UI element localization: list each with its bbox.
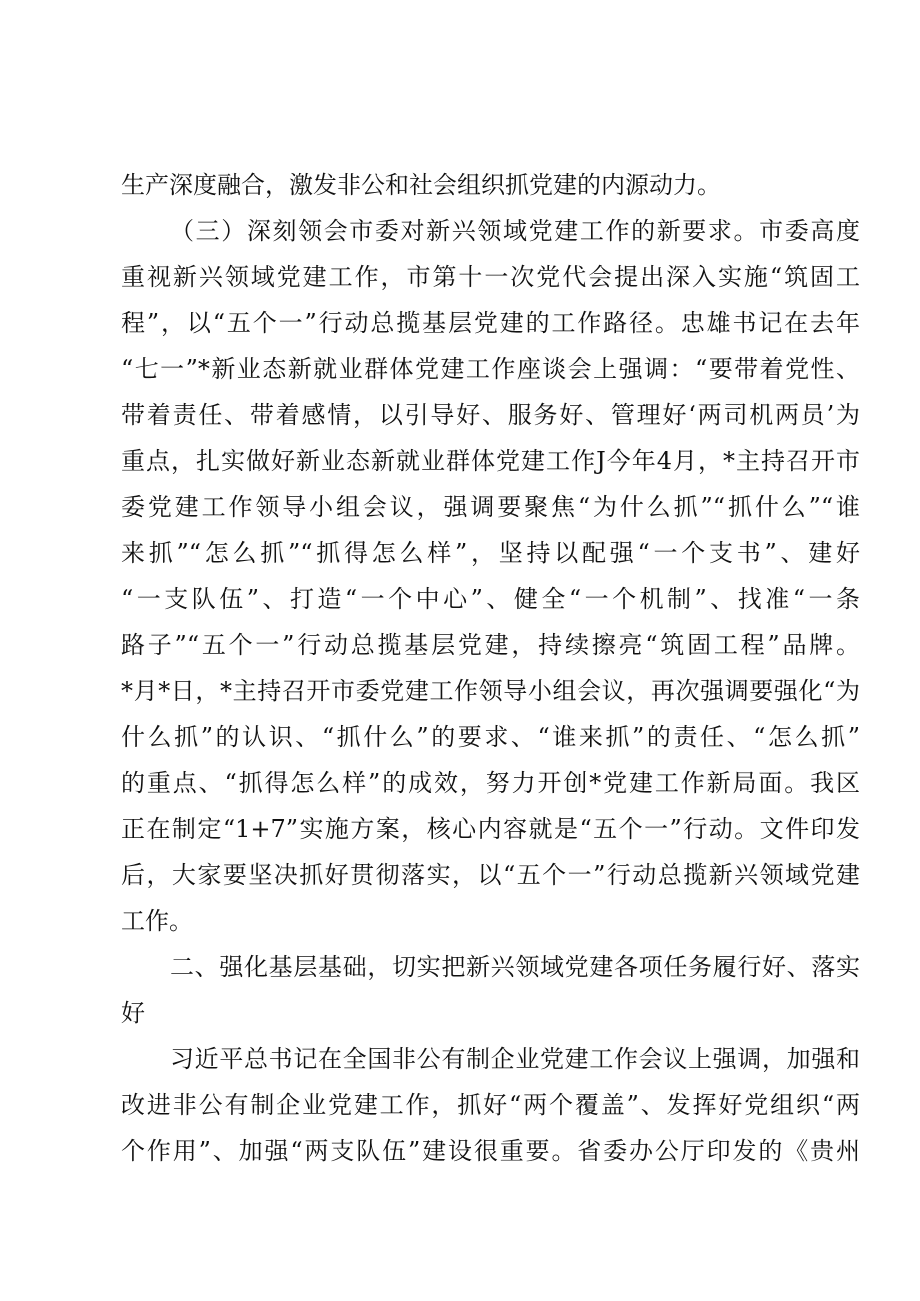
paragraph-line: 程”，以“五个一”行动总揽基层党建的工作路径。忠雄书记在去年 bbox=[121, 309, 860, 337]
paragraph-line: 工作。 bbox=[121, 907, 193, 935]
section-heading-line: 二、强化基层基础，切实把新兴领域党建各项任务履行好、落实 bbox=[170, 953, 860, 981]
paragraph-line: 带着责任、带着感情，以引导好、服务好、管理好‘两司机两员’为 bbox=[121, 401, 860, 429]
paragraph-line: 习近平总书记在全国非公有制企业党建工作会议上强调，加强和 bbox=[170, 1045, 860, 1073]
section-heading-line: 好 bbox=[121, 999, 145, 1027]
paragraph-line: 什么抓”的认识、“抓什么”的要求、“谁来抓”的责任、“怎么抓” bbox=[121, 723, 860, 751]
paragraph-line: 重视新兴领域党建工作，市第十一次党代会提出深入实施“筑固工 bbox=[121, 263, 860, 291]
paragraph-line: 来抓”“怎么抓”“抓得怎么样”，坚持以配强“一个支书”、建好 bbox=[121, 539, 860, 567]
paragraph-line: “一支队伍”、打造“一个中心”、健全“一个机制”、找准“一条 bbox=[121, 585, 860, 613]
paragraph-line: 委党建工作领导小组会议，强调要聚焦“为什么抓”“抓什么”“谁 bbox=[121, 493, 860, 521]
paragraph-line: 改进非公有制企业党建工作，抓好“两个覆盖”、发挥好党组织“两 bbox=[121, 1091, 860, 1119]
paragraph-line: *月*日，*主持召开市委党建工作领导小组会议，再次强调要强化“为 bbox=[121, 677, 860, 705]
paragraph-line: 生产深度融合，激发非公和社会组织抓党建的内源动力。 bbox=[121, 171, 721, 199]
paragraph-line: “七一”*新业态新就业群体党建工作座谈会上强调：“要带着党性、 bbox=[121, 355, 860, 383]
paragraph-line: 个作用”、加强“两支队伍”建设很重要。省委办公厅印发的《贵州 bbox=[121, 1137, 860, 1165]
paragraph-line: 的重点、“抓得怎么样”的成效，努力开创*党建工作新局面。我区 bbox=[121, 769, 860, 797]
paragraph-line: 路子”“五个一”行动总揽基层党建，持续擦亮“筑固工程”品牌。 bbox=[121, 631, 860, 659]
paragraph-line: 后，大家要坚决抓好贯彻落实，以“五个一”行动总揽新兴领域党建 bbox=[121, 861, 860, 889]
section-heading-line: （三）深刻领会市委对新兴领域党建工作的新要求。市委高度 bbox=[170, 217, 860, 245]
paragraph-line: 正在制定“1+7”实施方案，核心内容就是“五个一”行动。文件印发 bbox=[121, 815, 860, 843]
paragraph-line: 重点，扎实做好新业态新就业群体党建工作J今年4月，*主持召开市 bbox=[121, 447, 860, 475]
